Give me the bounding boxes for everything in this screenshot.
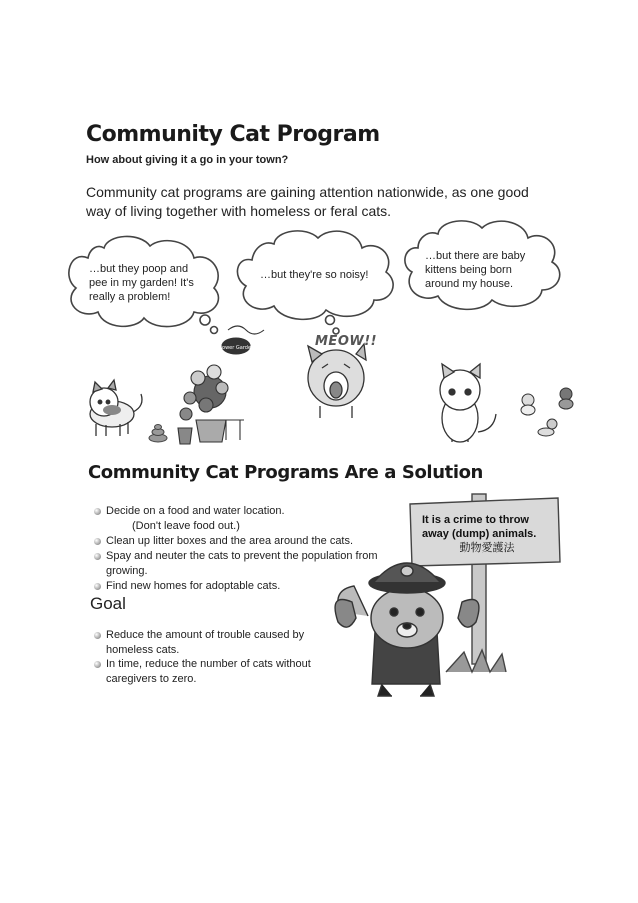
sign-japanese-text: 動物愛護法 <box>459 541 515 554</box>
meow-text: MEOW!! <box>315 334 378 349</box>
bubble-text-right <box>425 249 525 291</box>
list-item: Reduce the amount of trouble caused by homeless cats. <box>92 628 332 657</box>
bubble-middle-line: …but they're so noisy! <box>260 269 369 281</box>
list-item: Spay and neuter the cats to prevent the population from growing. <box>92 549 382 579</box>
page-title: Community Cat Program <box>86 122 380 147</box>
sign-text <box>422 513 552 555</box>
intro-paragraph: Community cat programs are gaining attention nationwide, as one good way of living together with homeless or feral cats. <box>86 184 529 219</box>
list-item: Find new homes for adoptable cats. <box>92 579 382 594</box>
solution-steps <box>92 504 382 594</box>
kittens-icon <box>521 388 573 436</box>
list-item-note: (Don't leave food out.) <box>132 520 240 532</box>
bubble-left-line: pee in my garden! It's <box>89 277 194 289</box>
noisy-cat-icon <box>308 344 366 418</box>
cat-icon <box>90 380 142 436</box>
flower-pot-icon <box>178 326 264 444</box>
garden-sign-text: Flower Garden <box>217 345 255 351</box>
bubble-text-left <box>89 262 194 304</box>
bubble-text-middle <box>260 268 369 282</box>
list-item: In time, reduce the number of cats without caregivers to zero. <box>92 657 332 686</box>
bubble-left-line: really a problem! <box>89 291 171 303</box>
bubble-left-line: …but they poop and <box>89 263 189 275</box>
bubble-right-line: …but there are baby <box>425 250 526 262</box>
list-item: Clean up litter boxes and the area around the cats. <box>92 534 382 549</box>
sign-line: It is a crime to throw <box>422 514 529 526</box>
goal-list <box>92 628 332 686</box>
thought-bubble-middle <box>237 231 393 334</box>
poop-icon <box>149 425 167 443</box>
sign-line: away (dump) animals. <box>422 528 537 540</box>
cat-sitting-icon <box>440 364 496 442</box>
list-item: Decide on a food and water location. <box>92 504 382 519</box>
bubble-right-line: kittens being born <box>425 264 512 276</box>
solution-heading: Community Cat Programs Are a Solution <box>88 462 483 483</box>
page-subtitle: How about giving it a go in your town? <box>86 154 289 166</box>
bubble-right-line: around my house. <box>425 278 514 290</box>
goal-heading: Goal <box>90 594 126 613</box>
